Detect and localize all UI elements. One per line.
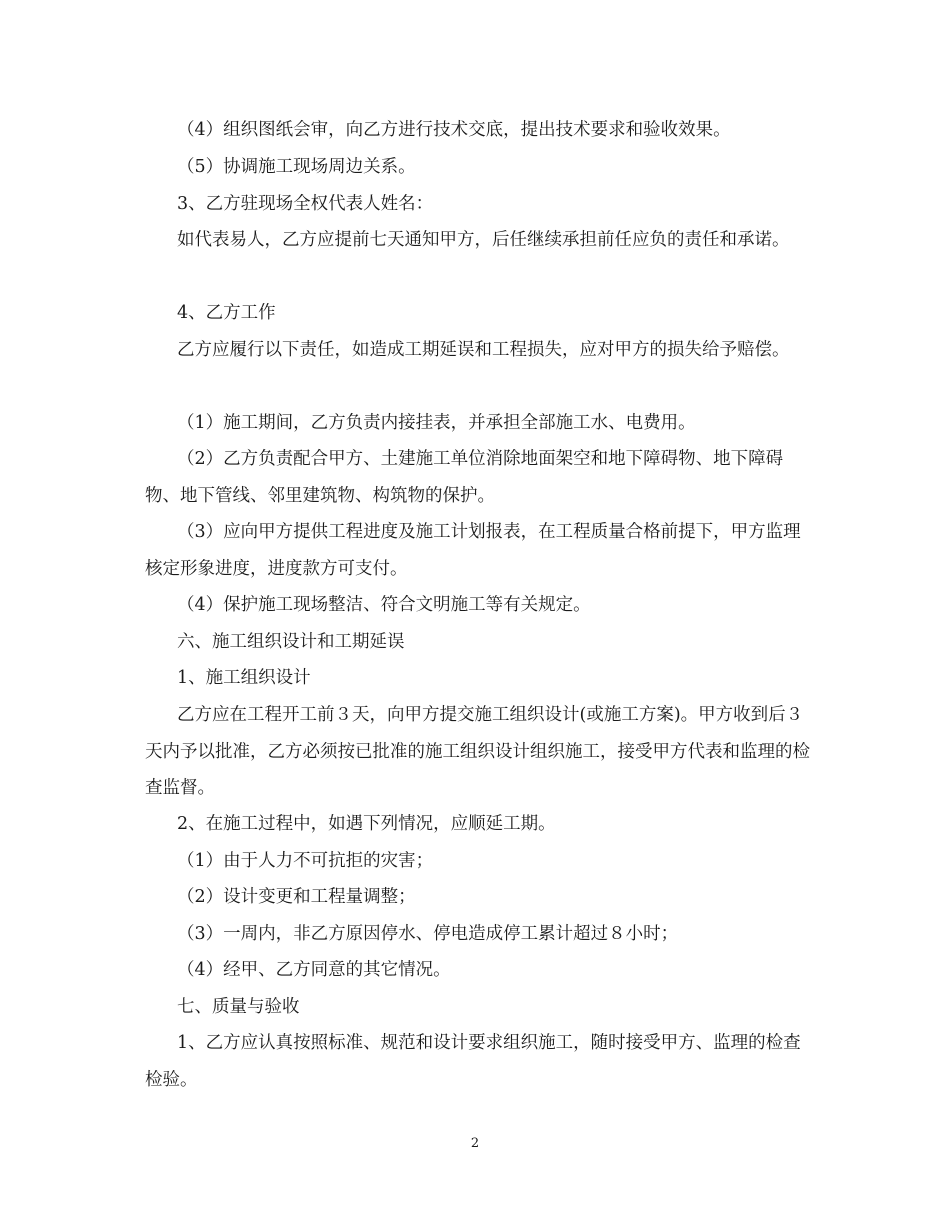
- paragraph-item: （4）组织图纸会审，向乙方进行技术交底，提出技术要求和验收效果。: [177, 120, 731, 140]
- paragraph-item: 乙方应在工程开工前３天，向甲方提交施工组织设计(或施工方案)。甲方收到后３天内予以批准，乙方必须按已批准的施工组织设计组织施工，接受甲方代表和监理的检查监督。: [145, 705, 810, 798]
- paragraph-item: （1）施工期间，乙方负责内接挂表，并承担全部施工水、电费用。: [177, 413, 696, 433]
- page-number: 2: [470, 1136, 480, 1151]
- paragraph-item: 如代表易人，乙方应提前七天通知甲方，后任继续承担前任应负的责任和承诺。: [177, 230, 790, 250]
- section-heading: 七、质量与验收: [177, 997, 300, 1017]
- paragraph-item: （5）协调施工现场周边关系。: [177, 157, 416, 177]
- paragraph-item: （4）保护施工现场整洁、符合文明施工等有关规定。: [177, 595, 591, 615]
- paragraph-item: 乙方应履行以下责任，如造成工期延误和工程损失，应对甲方的损失给予赔偿。: [177, 340, 790, 360]
- section-heading: 六、施工组织设计和工期延误: [177, 632, 405, 652]
- paragraph-item: 2、在施工过程中，如遇下列情况，应顺延工期。: [177, 814, 556, 834]
- paragraph-item: 1、乙方应认真按照标准、规范和设计要求组织施工，随时接受甲方、监理的检查检验。: [145, 1033, 801, 1090]
- paragraph-item: （4）经甲、乙方同意的其它情况。: [177, 960, 451, 980]
- paragraph-item: （2）设计变更和工程量调整；: [177, 887, 416, 907]
- paragraph-item: （3）一周内，非乙方原因停水、停电造成停工累计超过８小时；: [177, 924, 679, 944]
- paragraph-item: （1）由于人力不可抗拒的灾害；: [177, 851, 434, 871]
- paragraph-item: 3、乙方驻现场全权代表人姓名：: [177, 194, 434, 214]
- paragraph-item: 1、施工组织设计: [177, 668, 311, 688]
- paragraph-item: （3）应向甲方提供工程进度及施工计划报表，在工程质量合格前提下，甲方监理核定形象进度，进度款方可支付。: [145, 522, 801, 579]
- paragraph-item: 4、乙方工作: [177, 303, 276, 323]
- paragraph-item: （2）乙方负责配合甲方、土建施工单位消除地面架空和地下障碍物、地下障碍物、地下管线、邻里建筑物、构筑物的保护。: [145, 449, 784, 506]
